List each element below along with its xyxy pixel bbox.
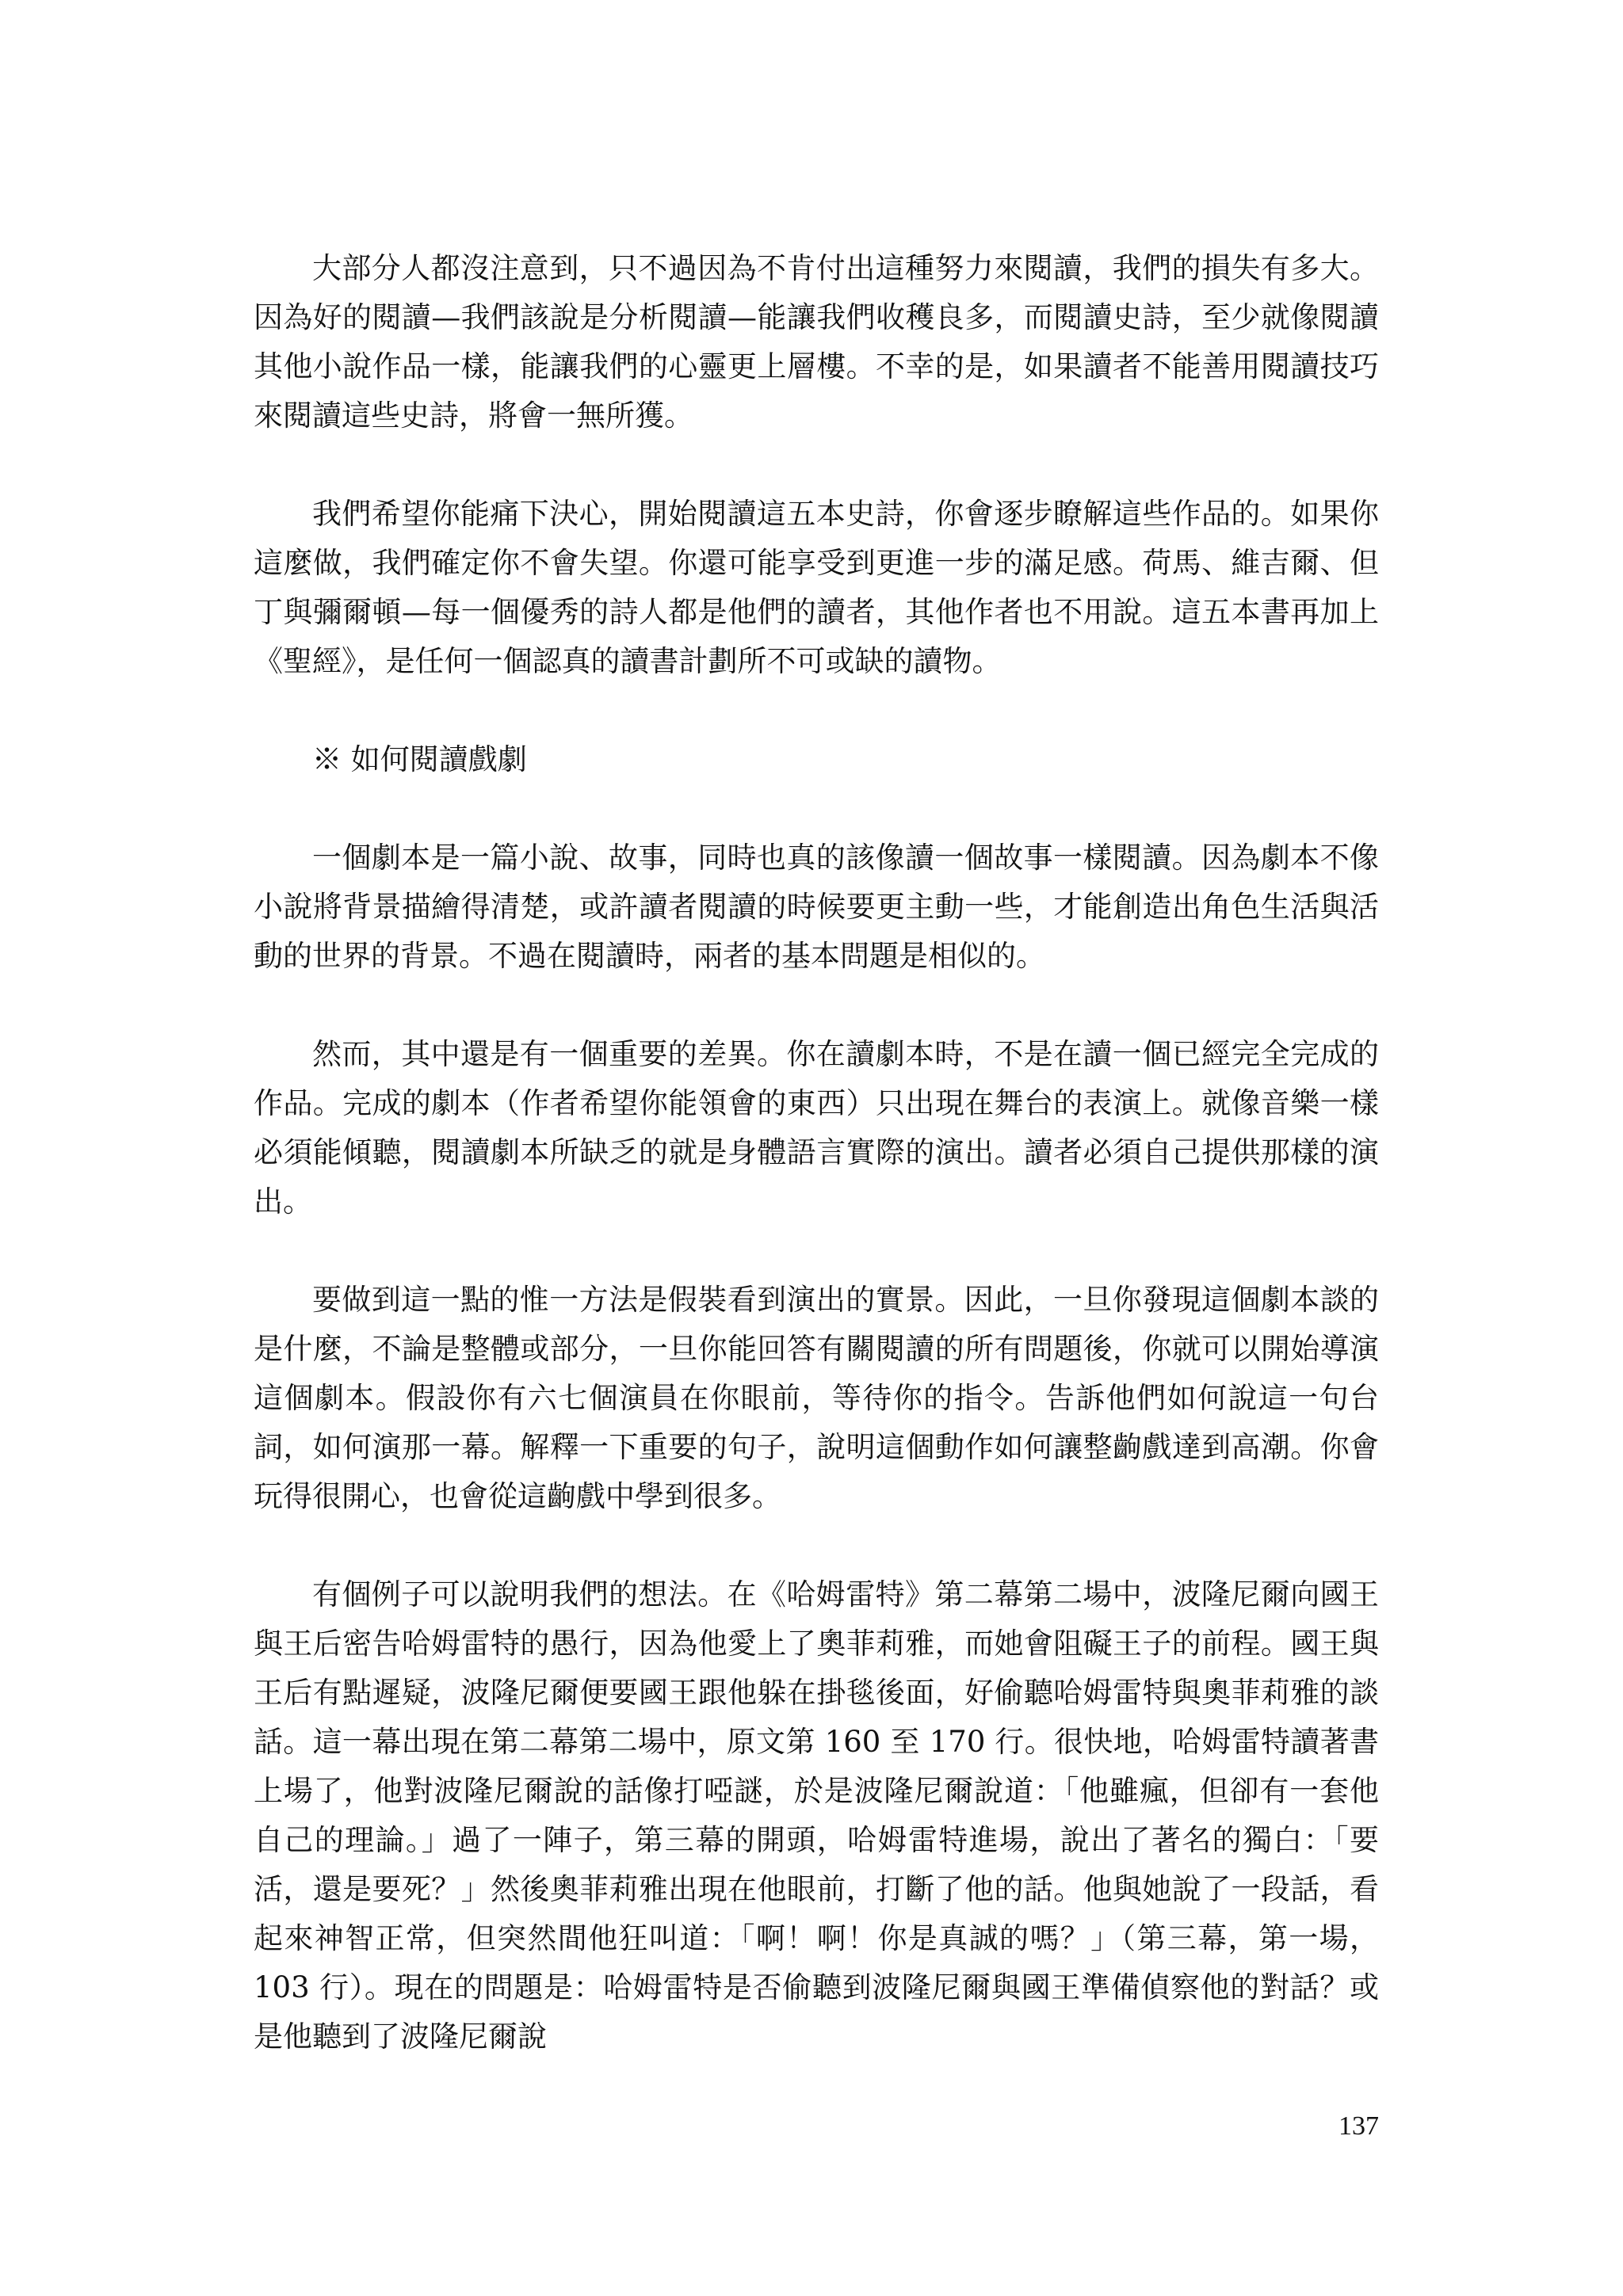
page-body [254,244,1379,2111]
paragraph-epic-reading-loss: 大部分人都沒注意到，只不過因為不肯付出這種努力來閱讀，我們的損失有多大。因為好的閱讀—我們該說是分析閱讀—能讓我們收穫良多，而閱讀史詩，至少就像閱讀其他小說作品一樣，能讓我們的心靈更上層樓。不幸的是，如果讀者不能善用閱讀技巧來閱讀這些史詩，將會一無所獲。 [254,251,1379,433]
section-heading-how-to-read-plays: ※ 如何閱讀戲劇 [312,742,527,776]
paragraph-five-epics: 我們希望你能痛下決心，開始閱讀這五本史詩，你會逐步瞭解這些作品的。如果你這麼做，我們確定你不會失望。你還可能享受到更進一步的滿足感。荷馬、維吉爾、但丁與彌爾頓—每一個優秀的詩人都是他們的讀者，其他作者也不用說。這五本書再加上《聖經》，是任何一個認真的讀書計劃所不可或缺的讀物。 [254,497,1379,678]
paragraph-hamlet-example: 有個例子可以說明我們的想法。在《哈姆雷特》第二幕第二場中，波隆尼爾向國王與王后密告哈姆雷特的愚行，因為他愛上了奧菲莉雅，而她會阻礙王子的前程。國王與王后有點遲疑，波隆尼爾便要國王跟他躲在掛毯後面，好偷聽哈姆雷特與奧菲莉雅的談話。這一幕出現在第二幕第二場中，原文第 160 至 170 行。很快地，哈姆雷特讀著書上場了，他對波隆尼爾說的話像打啞謎，於是波隆尼爾說道：「他雖瘋，但卻有一套他自己的理論。」過了一陣子，第三幕的開頭，哈姆雷特進場，說出了著名的獨白：「要活，還是要死？」然後奧菲莉雅出現在他眼前，打斷了他的話。他與她說了一段話，看起來神智正常，但突然間他狂叫道：「啊！啊！你是真誠的嗎？」（第三幕，第一場，103 行）。現在的問題是：哈姆雷特是否偷聽到波隆尼爾與國王準備偵察他的對話？或是他聽到了波隆尼爾說 [254,1577,1379,2054]
page-number: 137 [1338,2111,1379,2141]
paragraph-important-difference: 然而，其中還是有一個重要的差異。你在讀劇本時，不是在讀一個已經完全完成的作品。完成的劇本（作者希望你能領會的東西）只出現在舞台的表演上。就像音樂一樣必須能傾聽，閱讀劇本所缺乏的就是身體語言實際的演出。讀者必須自己提供那樣的演出。 [254,1037,1379,1219]
paragraph-directing-the-play: 要做到這一點的惟一方法是假裝看到演出的實景。因此，一旦你發現這個劇本談的是什麼，不論是整體或部分，一旦你能回答有關閱讀的所有問題後，你就可以開始導演這個劇本。假設你有六七個演員在你眼前，等待你的指令。告訴他們如何說這一句台詞，如何演那一幕。解釋一下重要的句子，說明這個動作如何讓整齣戲達到高潮。你會玩得很開心，也會從這齣戲中學到很多。 [254,1283,1379,1513]
paragraph-play-is-story: 一個劇本是一篇小說、故事，同時也真的該像讀一個故事一樣閱讀。因為劇本不像小說將背景描繪得清楚，或許讀者閱讀的時候要更主動一些，才能創造出角色生活與活動的世界的背景。不過在閱讀時，兩者的基本問題是相似的。 [254,841,1379,973]
